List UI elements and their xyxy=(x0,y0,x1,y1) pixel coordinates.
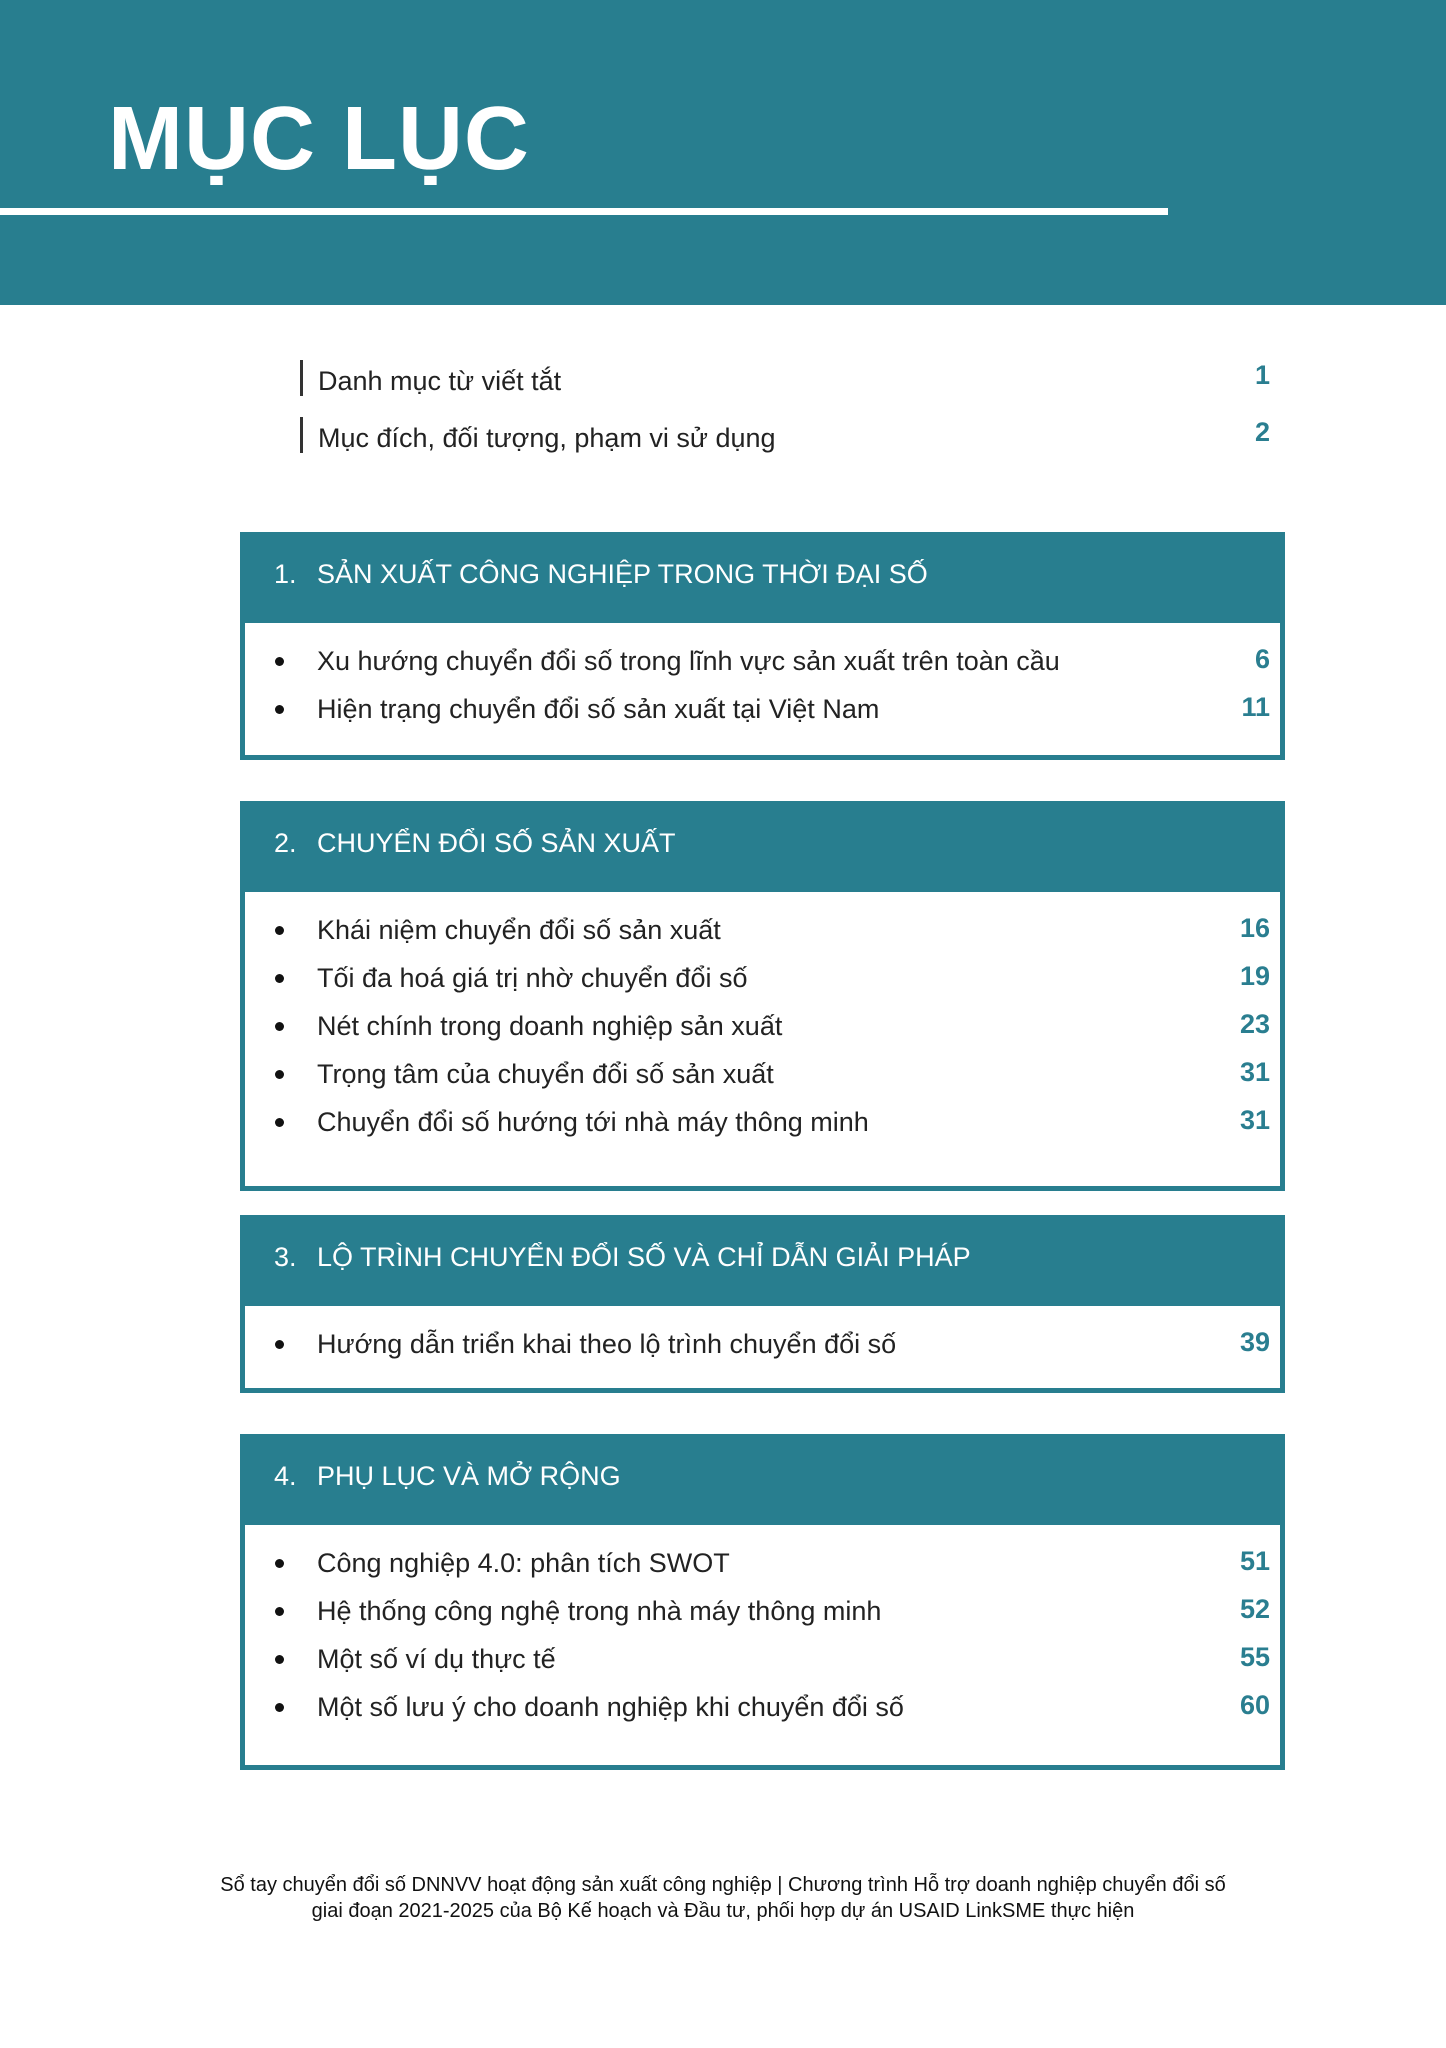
toc-item-page: 52 xyxy=(1239,1594,1270,1624)
toc-item[interactable] xyxy=(245,1050,1280,1098)
toc-item-label: Hiện trạng chuyển đổi số sản xuất tại Việt Nam xyxy=(317,694,880,724)
intro-list xyxy=(300,360,1270,474)
section-title: CHUYỂN ĐỔI SỐ SẢN XUẤT xyxy=(317,828,676,858)
header-divider xyxy=(0,208,1168,215)
intro-item-page: 2 xyxy=(1254,417,1270,447)
section-number: 1. xyxy=(274,559,297,589)
toc-item-page: 16 xyxy=(1239,913,1270,943)
section-header[interactable] xyxy=(245,806,1280,892)
toc-item-page: 31 xyxy=(1239,1057,1270,1087)
section-header[interactable] xyxy=(245,537,1280,623)
intro-marker xyxy=(300,417,303,453)
intro-item-page: 1 xyxy=(1254,360,1270,390)
bullet-icon xyxy=(275,705,284,714)
bullet-icon xyxy=(275,1070,284,1079)
section-title: SẢN XUẤT CÔNG NGHIỆP TRONG THỜI ĐẠI SỐ xyxy=(317,559,928,589)
toc-item[interactable] xyxy=(245,906,1280,954)
bullet-icon xyxy=(275,1118,284,1127)
toc-item-label: Hệ thống công nghệ trong nhà máy thông minh xyxy=(317,1596,882,1626)
toc-item-page: 39 xyxy=(1239,1327,1270,1357)
section-title: PHỤ LỤC VÀ MỞ RỘNG xyxy=(317,1461,621,1491)
toc-section-3 xyxy=(240,1215,1285,1393)
toc-item-label: Tối đa hoá giá trị nhờ chuyển đổi số xyxy=(317,963,748,993)
toc-item-page: 60 xyxy=(1239,1690,1270,1720)
toc-item-page: 23 xyxy=(1239,1009,1270,1039)
toc-item[interactable] xyxy=(245,1587,1280,1635)
bullet-icon xyxy=(275,1703,284,1712)
section-number: 3. xyxy=(274,1242,297,1272)
bullet-icon xyxy=(275,1340,284,1349)
toc-item-label: Hướng dẫn triển khai theo lộ trình chuyển đổi số xyxy=(317,1329,897,1359)
intro-marker xyxy=(300,360,303,396)
bullet-icon xyxy=(275,1607,284,1616)
toc-item-label: Một số lưu ý cho doanh nghiệp khi chuyển đổi số xyxy=(317,1692,904,1722)
toc-section-4 xyxy=(240,1434,1285,1770)
bullet-icon xyxy=(275,1559,284,1568)
section-header[interactable] xyxy=(245,1220,1280,1306)
bullet-icon xyxy=(275,1022,284,1031)
page-title: MỤC LỤC xyxy=(108,89,530,189)
toc-section-2 xyxy=(240,801,1285,1191)
toc-item[interactable] xyxy=(245,685,1280,733)
toc-item-page: 6 xyxy=(1254,644,1270,674)
toc-item-label: Trọng tâm của chuyển đổi số sản xuất xyxy=(317,1059,774,1089)
section-title: LỘ TRÌNH CHUYỂN ĐỔI SỐ VÀ CHỈ DẪN GIẢI PHÁP xyxy=(317,1242,971,1272)
section-number: 4. xyxy=(274,1461,297,1491)
intro-item-label: Mục đích, đối tượng, phạm vi sử dụng xyxy=(318,423,776,453)
toc-item-label: Một số ví dụ thực tế xyxy=(317,1644,556,1674)
toc-item-label: Chuyển đổi số hướng tới nhà máy thông minh xyxy=(317,1107,869,1137)
toc-item-page: 11 xyxy=(1241,692,1270,722)
section-header[interactable] xyxy=(245,1439,1280,1525)
toc-item-page: 51 xyxy=(1239,1546,1270,1576)
footer xyxy=(0,1872,1446,1924)
bullet-icon xyxy=(275,657,284,666)
section-number: 2. xyxy=(274,828,297,858)
bullet-icon xyxy=(275,1655,284,1664)
toc-item-label: Khái niệm chuyển đổi số sản xuất xyxy=(317,915,721,945)
toc-item-label: Xu hướng chuyển đổi số trong lĩnh vực sản xuất trên toàn cầu xyxy=(317,646,1060,676)
toc-item[interactable] xyxy=(245,1635,1280,1683)
toc-item-page: 19 xyxy=(1239,961,1270,991)
toc-item-label: Nét chính trong doanh nghiệp sản xuất xyxy=(317,1011,783,1041)
header-banner xyxy=(0,0,1446,305)
toc-item[interactable] xyxy=(245,637,1280,685)
bullet-icon xyxy=(275,974,284,983)
toc-item-page: 55 xyxy=(1239,1642,1270,1672)
footer-line-1: Sổ tay chuyển đổi số DNNVV hoạt động sản xuất công nghiệp | Chương trình Hỗ trợ doanh nghiệp chuyển đổi số xyxy=(220,1874,1226,1896)
toc-item[interactable] xyxy=(245,954,1280,1002)
toc-section-1 xyxy=(240,532,1285,760)
bullet-icon xyxy=(275,926,284,935)
intro-item[interactable] xyxy=(300,417,1270,474)
intro-item-label: Danh mục từ viết tắt xyxy=(318,366,562,396)
toc-item[interactable] xyxy=(245,1320,1280,1368)
toc-item[interactable] xyxy=(245,1002,1280,1050)
toc-item-label: Công nghiệp 4.0: phân tích SWOT xyxy=(317,1548,730,1578)
intro-item[interactable] xyxy=(300,360,1270,417)
footer-line-2: giai đoạn 2021-2025 của Bộ Kế hoạch và Đầu tư, phối hợp dự án USAID LinkSME thực hiện xyxy=(311,1900,1135,1922)
toc-item[interactable] xyxy=(245,1098,1280,1146)
toc-item-page: 31 xyxy=(1239,1105,1270,1135)
toc-item[interactable] xyxy=(245,1683,1280,1731)
toc-item[interactable] xyxy=(245,1539,1280,1587)
